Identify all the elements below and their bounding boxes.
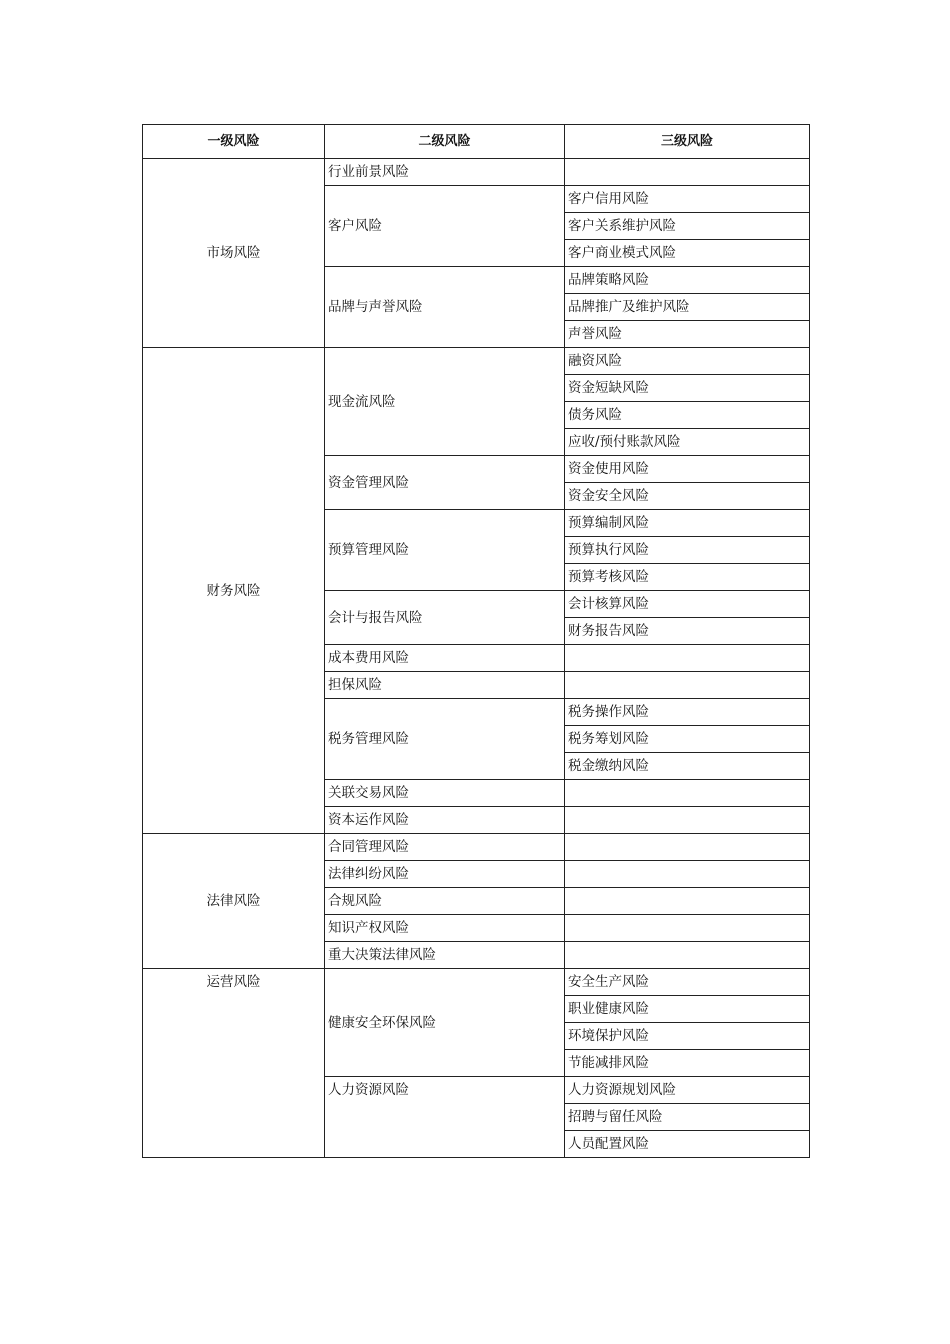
level3-risk-cell — [565, 672, 810, 699]
level3-risk-cell — [565, 807, 810, 834]
level3-risk-cell: 客户商业模式风险 — [565, 240, 810, 267]
level3-risk-cell: 品牌推广及维护风险 — [565, 294, 810, 321]
level3-risk-cell: 客户信用风险 — [565, 186, 810, 213]
level3-risk-cell: 安全生产风险 — [565, 969, 810, 996]
level2-risk-cell: 成本费用风险 — [325, 645, 565, 672]
level3-risk-cell: 债务风险 — [565, 402, 810, 429]
level3-risk-cell: 招聘与留任风险 — [565, 1104, 810, 1131]
level2-risk-cell: 行业前景风险 — [325, 159, 565, 186]
table-row — [143, 159, 810, 186]
header-level3: 三级风险 — [565, 125, 810, 159]
table-row — [143, 348, 810, 375]
level3-risk-cell: 会计核算风险 — [565, 591, 810, 618]
level3-risk-cell — [565, 834, 810, 861]
level3-risk-cell: 财务报告风险 — [565, 618, 810, 645]
level2-risk-cell: 资本运作风险 — [325, 807, 565, 834]
table-row — [143, 969, 810, 996]
level3-risk-cell: 资金安全风险 — [565, 483, 810, 510]
level3-risk-cell: 资金使用风险 — [565, 456, 810, 483]
level3-risk-cell: 人力资源规划风险 — [565, 1077, 810, 1104]
level3-risk-cell — [565, 888, 810, 915]
header-level2: 二级风险 — [325, 125, 565, 159]
level3-risk-cell: 预算考核风险 — [565, 564, 810, 591]
level3-risk-cell: 税务操作风险 — [565, 699, 810, 726]
level2-risk-cell: 资金管理风险 — [325, 456, 565, 510]
level3-risk-cell: 声誉风险 — [565, 321, 810, 348]
level2-risk-cell: 人力资源风险 — [325, 1077, 565, 1158]
level2-risk-cell: 合规风险 — [325, 888, 565, 915]
level2-risk-cell: 税务管理风险 — [325, 699, 565, 780]
level2-risk-cell: 合同管理风险 — [325, 834, 565, 861]
level3-risk-cell — [565, 861, 810, 888]
level2-risk-cell: 关联交易风险 — [325, 780, 565, 807]
level3-risk-cell: 品牌策略风险 — [565, 267, 810, 294]
level3-risk-cell: 人员配置风险 — [565, 1131, 810, 1158]
level3-risk-cell — [565, 915, 810, 942]
level2-risk-cell: 重大决策法律风险 — [325, 942, 565, 969]
level1-risk-cell: 运营风险 — [143, 969, 325, 1158]
level2-risk-cell: 健康安全环保风险 — [325, 969, 565, 1077]
level3-risk-cell — [565, 159, 810, 186]
level1-risk-cell: 市场风险 — [143, 159, 325, 348]
level3-risk-cell — [565, 780, 810, 807]
level2-risk-cell: 会计与报告风险 — [325, 591, 565, 645]
level3-risk-cell: 预算编制风险 — [565, 510, 810, 537]
level2-risk-cell: 现金流风险 — [325, 348, 565, 456]
level2-risk-cell: 品牌与声誉风险 — [325, 267, 565, 348]
level3-risk-cell: 环境保护风险 — [565, 1023, 810, 1050]
level3-risk-cell: 预算执行风险 — [565, 537, 810, 564]
table-row — [143, 834, 810, 861]
level3-risk-cell: 资金短缺风险 — [565, 375, 810, 402]
level3-risk-cell: 应收/预付账款风险 — [565, 429, 810, 456]
level3-risk-cell: 税务筹划风险 — [565, 726, 810, 753]
risk-classification-table — [142, 124, 810, 1158]
table-body — [143, 159, 810, 1158]
header-row — [143, 125, 810, 159]
level2-risk-cell: 预算管理风险 — [325, 510, 565, 591]
level1-risk-cell: 财务风险 — [143, 348, 325, 834]
level3-risk-cell: 职业健康风险 — [565, 996, 810, 1023]
level2-risk-cell: 知识产权风险 — [325, 915, 565, 942]
table-header — [143, 125, 810, 159]
level1-risk-cell: 法律风险 — [143, 834, 325, 969]
header-level1: 一级风险 — [143, 125, 325, 159]
level3-risk-cell: 节能减排风险 — [565, 1050, 810, 1077]
level2-risk-cell: 法律纠纷风险 — [325, 861, 565, 888]
level2-risk-cell: 客户风险 — [325, 186, 565, 267]
level3-risk-cell: 税金缴纳风险 — [565, 753, 810, 780]
level3-risk-cell — [565, 942, 810, 969]
level3-risk-cell — [565, 645, 810, 672]
level3-risk-cell: 融资风险 — [565, 348, 810, 375]
level2-risk-cell: 担保风险 — [325, 672, 565, 699]
level3-risk-cell: 客户关系维护风险 — [565, 213, 810, 240]
